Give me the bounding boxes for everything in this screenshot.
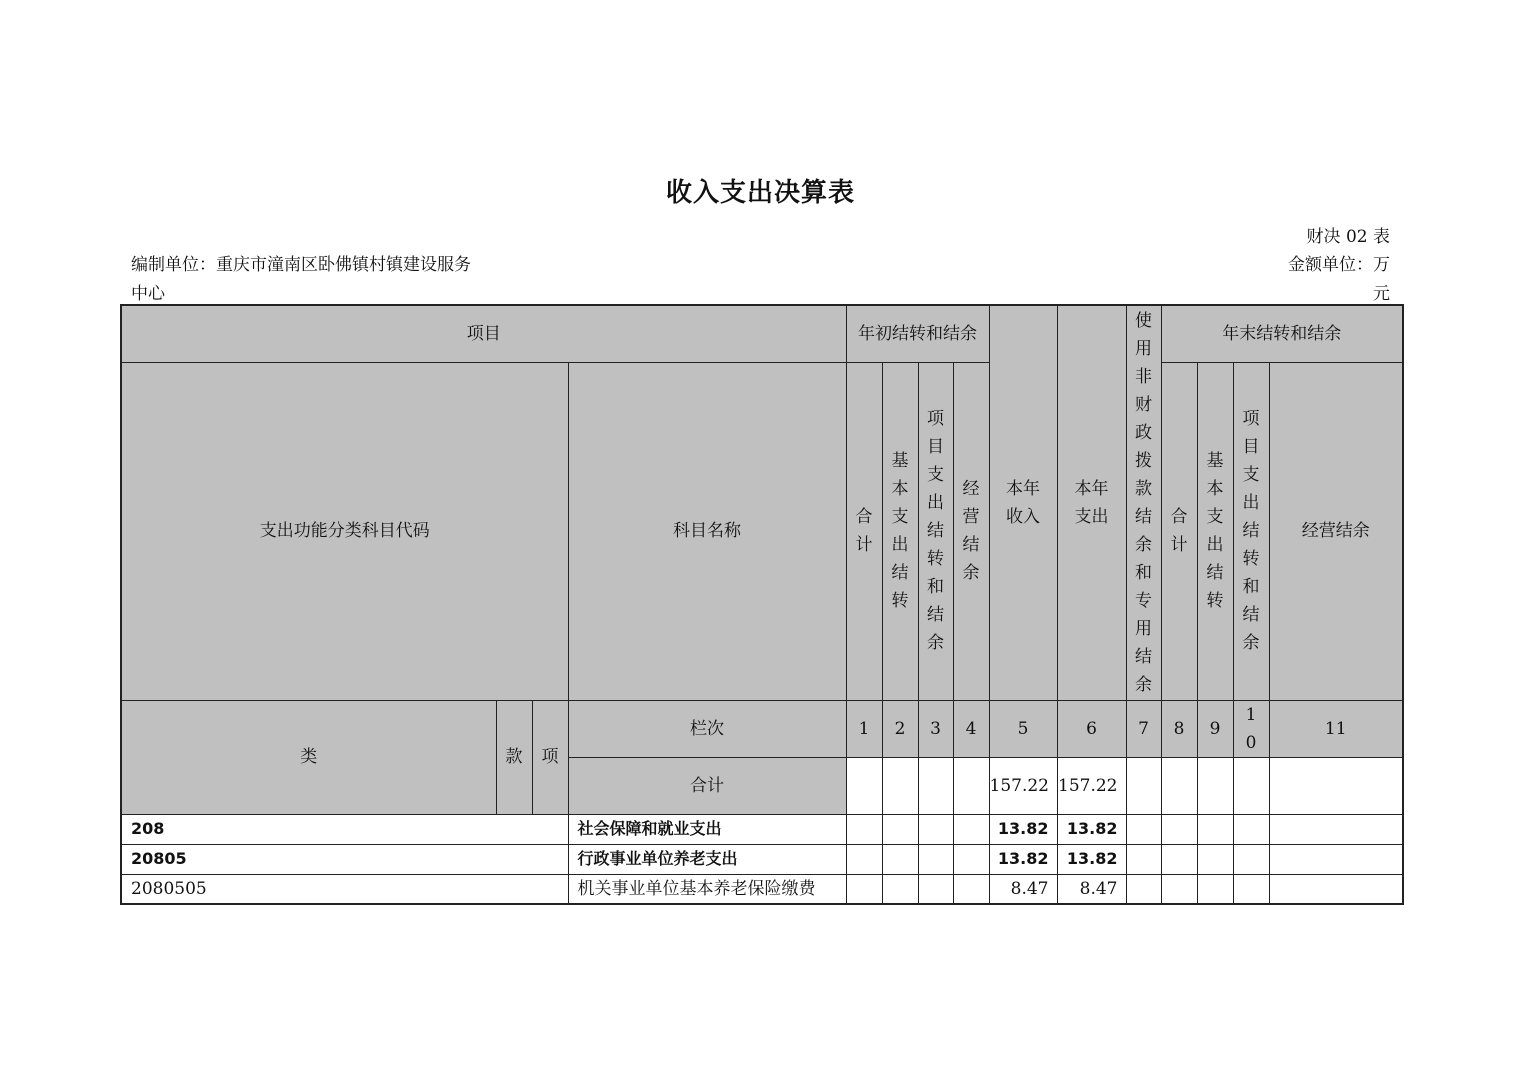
col-number: 8 <box>1161 700 1197 757</box>
total-label: 合计 <box>568 757 846 814</box>
cell <box>1126 874 1161 904</box>
cell <box>1197 814 1233 844</box>
org-line-1: 编制单位：重庆市潼南区卧佛镇村镇建设服务 <box>131 255 471 275</box>
cell <box>846 757 882 814</box>
row-income: 8.47 <box>989 874 1057 904</box>
total-income: 157.22 <box>989 757 1057 814</box>
row-expense: 8.47 <box>1057 874 1126 904</box>
col-number: 9 <box>1197 700 1233 757</box>
col-number: 2 <box>882 700 918 757</box>
header-subject: 科目名称 <box>568 362 846 700</box>
header-closing: 年末结转和结余 <box>1161 305 1403 362</box>
cell <box>1233 814 1269 844</box>
header-opening-business: 经营结余 <box>953 362 989 700</box>
header-category: 类 <box>121 700 496 814</box>
row-income: 13.82 <box>989 844 1057 874</box>
cell <box>953 874 989 904</box>
header-code: 支出功能分类科目代码 <box>121 362 568 700</box>
row-income: 13.82 <box>989 814 1057 844</box>
col-number: 1 <box>846 700 882 757</box>
cell <box>882 757 918 814</box>
header-income: 本年收入 <box>989 305 1057 700</box>
header-non-fiscal: 使用非财政拨款结余和专用结余 <box>1126 305 1161 700</box>
cell <box>1233 874 1269 904</box>
table-row <box>121 844 1403 874</box>
cell <box>1161 814 1197 844</box>
cell <box>882 844 918 874</box>
cell <box>953 844 989 874</box>
unit-line-1: 金额单位：万 <box>1288 255 1390 275</box>
table-row <box>121 874 1403 904</box>
table-row <box>121 814 1403 844</box>
header-opening: 年初结转和结余 <box>846 305 989 362</box>
row-name: 机关事业单位基本养老保险缴费 <box>568 874 846 904</box>
cell <box>846 844 882 874</box>
cell <box>1269 844 1403 874</box>
row-expense: 13.82 <box>1057 814 1126 844</box>
header-closing-basic: 基本支出结转 <box>1197 362 1233 700</box>
cell <box>846 814 882 844</box>
header-closing-business: 经营结余 <box>1269 362 1403 700</box>
cell <box>1269 874 1403 904</box>
row-code: 2080505 <box>121 874 568 904</box>
org-line-2: 中心 <box>131 284 165 304</box>
cell <box>1126 814 1161 844</box>
header-column-no: 栏次 <box>568 700 846 757</box>
header-opening-total: 合计 <box>846 362 882 700</box>
header-expense: 本年支出 <box>1057 305 1126 700</box>
cell <box>846 874 882 904</box>
col-number: 5 <box>989 700 1057 757</box>
report-title: 收入支出决算表 <box>665 178 855 208</box>
cell <box>1269 814 1403 844</box>
col-number: 6 <box>1057 700 1126 757</box>
cell <box>1197 757 1233 814</box>
cell <box>918 874 953 904</box>
cell <box>1233 757 1269 814</box>
cell <box>882 814 918 844</box>
col-number: 4 <box>953 700 989 757</box>
col-number: 10 <box>1233 700 1269 757</box>
cell <box>1269 757 1403 814</box>
cell <box>918 844 953 874</box>
cell <box>1197 844 1233 874</box>
unit-line-2: 元 <box>1373 284 1390 304</box>
header-closing-total: 合计 <box>1161 362 1197 700</box>
cell <box>1161 844 1197 874</box>
row-code: 208 <box>121 814 568 844</box>
header-opening-project: 项目支出结转和结余 <box>918 362 953 700</box>
cell <box>918 814 953 844</box>
cell <box>1126 844 1161 874</box>
row-name: 社会保障和就业支出 <box>568 814 846 844</box>
cell <box>918 757 953 814</box>
cell <box>953 757 989 814</box>
row-code: 20805 <box>121 844 568 874</box>
form-number: 财决 02 表 <box>1306 227 1390 247</box>
col-number: 3 <box>918 700 953 757</box>
total-expense: 157.22 <box>1057 757 1126 814</box>
cell <box>1161 757 1197 814</box>
report-table <box>120 304 1404 905</box>
header-project: 项目 <box>121 305 846 362</box>
col-number: 7 <box>1126 700 1161 757</box>
cell <box>1197 874 1233 904</box>
cell <box>882 874 918 904</box>
header-opening-basic: 基本支出结转 <box>882 362 918 700</box>
cell <box>953 814 989 844</box>
header-closing-project: 项目支出结转和结余 <box>1233 362 1269 700</box>
col-number: 11 <box>1269 700 1403 757</box>
cell <box>1126 757 1161 814</box>
row-name: 行政事业单位养老支出 <box>568 844 846 874</box>
header-xiang: 项 <box>532 700 568 814</box>
row-expense: 13.82 <box>1057 844 1126 874</box>
cell <box>1233 844 1269 874</box>
header-kuan: 款 <box>496 700 532 814</box>
cell <box>1161 874 1197 904</box>
